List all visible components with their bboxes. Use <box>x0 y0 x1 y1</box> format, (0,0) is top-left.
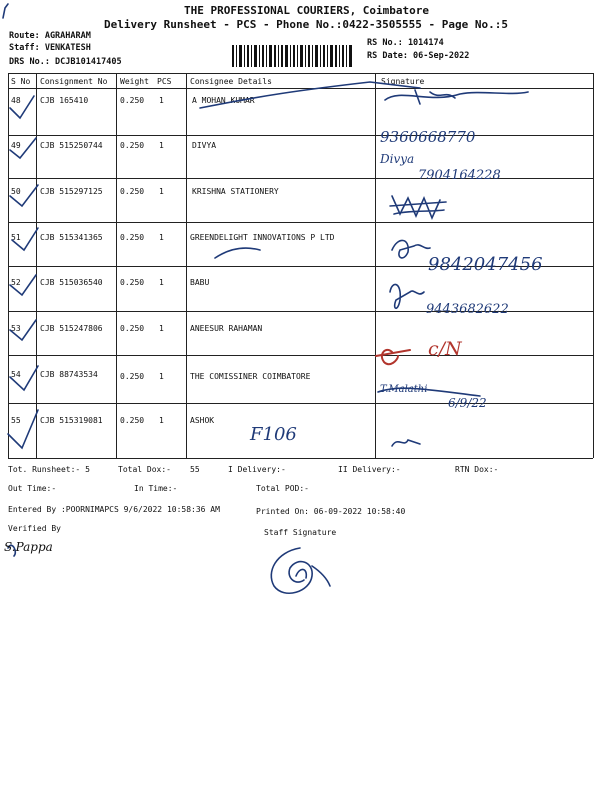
total-dox-value: 55 <box>190 465 200 474</box>
row-pcs: 1 <box>159 372 164 381</box>
row-consignment: CJB 88743534 <box>40 370 98 379</box>
ii-delivery-label: II Delivery:- <box>338 465 401 474</box>
handwritten-phone-49: 9360668770 <box>380 128 476 146</box>
col-header-consignment: Consignment No <box>40 77 108 86</box>
row-pcs: 1 <box>159 416 164 425</box>
handwritten-phone-51: 9842047456 <box>428 254 543 275</box>
row-consignee: DIVYA <box>192 141 217 150</box>
row-pcs: 1 <box>159 278 164 287</box>
out-time-label: Out Time:- <box>8 484 57 493</box>
row-pcs: 1 <box>159 187 164 196</box>
entered-by: Entered By :POORNIMAPCS 9/6/2022 10:58:36 AM <box>8 505 220 514</box>
total-runsheet: Tot. Runsheet:- 5 <box>8 465 90 474</box>
row-consignment: CJB 515297125 <box>40 187 103 196</box>
rs-date: RS Date: 06-Sep-2022 <box>367 51 470 61</box>
row-pcs: 1 <box>159 141 164 150</box>
row-sno: 51 <box>11 233 21 242</box>
row-consignment: CJB 515247806 <box>40 324 103 333</box>
row-sno: 54 <box>11 370 21 379</box>
staff-label: Staff: VENKATESH <box>9 43 91 53</box>
row-weight: 0.250 <box>120 141 145 150</box>
row-consignee: GREENDELIGHT INNOVATIONS P LTD <box>190 233 335 242</box>
staff-signature-label: Staff Signature <box>264 528 337 537</box>
company-title: THE PROFESSIONAL COURIERS, Coimbatore <box>184 4 430 17</box>
row-consignee: THE COMISSINER COIMBATORE <box>190 372 311 381</box>
row-weight: 0.250 <box>120 233 145 242</box>
verified-signature: S.Pappa <box>4 540 53 554</box>
handwritten-signature-54: T.Malathi <box>380 384 428 395</box>
row-sno: 49 <box>11 141 21 150</box>
row-weight: 0.250 <box>120 187 145 196</box>
handwritten-date-54: 6/9/22 <box>448 396 487 410</box>
rtn-dox-label: RTN Dox:- <box>455 465 499 474</box>
route-label: Route: AGRAHARAM <box>9 31 91 41</box>
in-time-label: In Time:- <box>134 484 178 493</box>
handwritten-note-55: F106 <box>250 424 297 445</box>
row-consignment: CJB 515319081 <box>40 416 103 425</box>
row-weight: 0.250 <box>120 416 145 425</box>
verified-by-label: Verified By <box>8 524 61 533</box>
i-delivery-label: I Delivery:- <box>228 465 286 474</box>
col-header-consignee: Consignee Details <box>190 77 272 86</box>
row-consignee: A MOHAN KUMAR <box>192 96 255 105</box>
handwritten-phone-49b: 7904164228 <box>418 168 501 183</box>
row-weight: 0.250 <box>120 324 145 333</box>
row-consignee: ANEESUR RAHAMAN <box>190 324 263 333</box>
row-weight: 0.250 <box>120 96 145 105</box>
row-sno: 48 <box>11 96 21 105</box>
row-consignment: CJB 165410 <box>40 96 89 105</box>
total-dox-label: Total Dox:- <box>118 465 171 474</box>
row-sno: 55 <box>11 416 21 425</box>
row-consignee: ASHOK <box>190 416 215 425</box>
col-header-sno: S No <box>11 77 31 86</box>
col-header-signature: Signature <box>381 77 425 86</box>
rs-number: RS No.: 1014174 <box>367 38 444 48</box>
row-consignee: BABU <box>190 278 210 287</box>
row-pcs: 1 <box>159 96 164 105</box>
runsheet-subtitle: Delivery Runsheet - PCS - Phone No.:0422-3505555 - Page No.:5 <box>104 18 508 31</box>
total-pod-label: Total POD:- <box>256 484 309 493</box>
handwritten-cin-53: c/N <box>428 338 462 360</box>
row-consignment: CJB 515341365 <box>40 233 103 242</box>
row-sno: 52 <box>11 278 21 287</box>
row-consignment: CJB 515036540 <box>40 278 103 287</box>
row-sno: 53 <box>11 324 21 333</box>
row-weight: 0.250 <box>120 372 145 381</box>
drs-number: DRS No.: DCJB101417405 <box>9 57 122 67</box>
row-consignee: KRISHNA STATIONERY <box>192 187 279 196</box>
tick-mark <box>10 96 34 118</box>
printed-on: Printed On: 06-09-2022 10:58:40 <box>256 507 406 516</box>
row-pcs: 1 <box>159 324 164 333</box>
row-consignment: CJB 515250744 <box>40 141 103 150</box>
handwritten-phone-52: 9443682622 <box>426 302 509 317</box>
row-pcs: 1 <box>159 233 164 242</box>
handwritten-name-49: Divya <box>380 152 415 166</box>
col-header-weight: Weight <box>120 77 149 86</box>
row-sno: 50 <box>11 187 21 196</box>
col-header-pcs: PCS <box>157 77 172 86</box>
row-weight: 0.250 <box>120 278 145 287</box>
